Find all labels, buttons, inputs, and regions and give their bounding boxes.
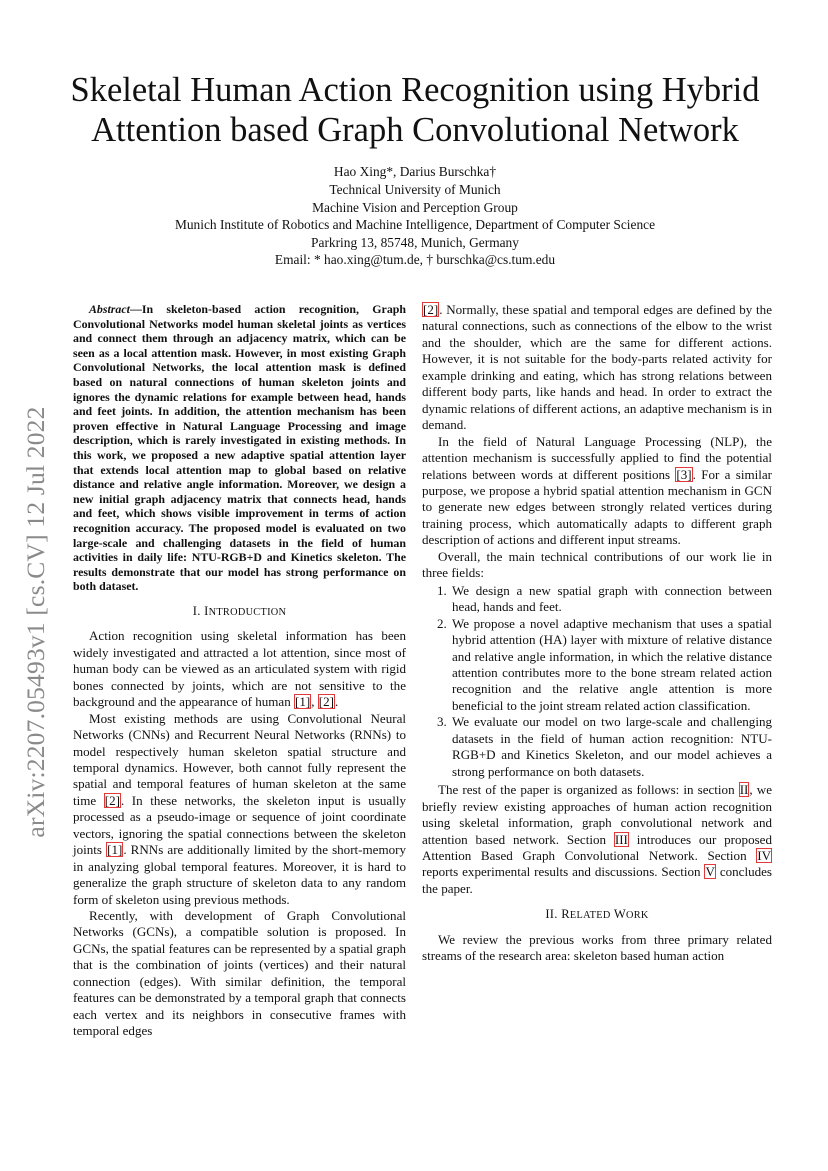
- title-line-2: Attention based Graph Convolutional Network: [91, 111, 739, 149]
- author-names: Hao Xing*, Darius Burschka†: [333, 164, 497, 179]
- author-emails: Email: * hao.xing@tum.de, † burschka@cs.tum.edu: [274, 252, 556, 268]
- citation-link[interactable]: [1]: [294, 694, 311, 710]
- right-column: [422, 302, 772, 965]
- abstract-text: —In skeleton-based action recognition, Graph Convolutional Networks model human skeletal joints as vertices and connect them through an adjacency matrix, which can be seen as a local attention mask. However, in most existing Graph Convolutional Networks, the local attention mask is defined based on natural connections of human skeleton joints and ignores the dynamic relations for example between head, hands and feet joints. In addition, the attention mechanism has been proven effective in Natural Language Processing and image description, which is rarely investigated in existing methods. In this work, we proposed a new adaptive spatial attention layer that extends local attention map to global based on relative distance and relative angle information. Moreover, we design a new initial graph adjacency matrix that connects head, hands and feet, which shows visible improvement in terms of action recognition accuracy. The proposed model is evaluated on two large-scale and challenging datasets in the field of human activities in daily life: NTU-RGB+D and Kinetics skeleton. The results demonstrate that our model has strong performance on both dataset.: [73, 302, 406, 594]
- abstract: [73, 302, 406, 594]
- section-link[interactable]: II: [739, 782, 749, 798]
- affiliation-university: Technical University of Munich: [329, 182, 501, 198]
- intro-paragraph-4: In the field of Natural Language Processing (NLP), the attention mechanism is successfully applied to find the potential relations between words at different positions [3]. For a similar purpose, we propose a hybrid spatial attention mechanism in GCN to generate new edges between strongly related vertices during training process, which automatically adapts to different graph description of actions and different input streams.: [422, 433, 772, 548]
- intro-paragraph-1: Action recognition using skeletal information has been widely investigated and attracted a lot attention, since most of human body can be viewed as an articulated system with rigid bones connected by joints, which are not sensitive to the background and the appearance of human [1], [2].: [73, 628, 406, 710]
- citation-link[interactable]: [2]: [104, 792, 120, 808]
- list-item: 3. We evaluate our model on two large-scale and challenging datasets in the field of human action recognition: NTU-RGB+D and Kinetics Skeleton, and our model achieves a strong performance on both datasets.: [450, 714, 772, 780]
- contributions-list: [422, 583, 772, 780]
- section-link[interactable]: V: [705, 864, 715, 880]
- intro-paragraph-5: Overall, the main technical contributions of our work lie in three fields:: [422, 548, 772, 581]
- list-item: 1. We design a new spatial graph with connection between head, hands and feet.: [450, 583, 772, 616]
- title-line-1: Skeletal Human Action Recognition using Hybrid: [70, 71, 760, 109]
- section-heading-introduction: I. INTRODUCTION: [192, 603, 287, 618]
- citation-link[interactable]: [2]: [318, 694, 334, 710]
- section-heading-related-work: II. RELATED WORK: [545, 907, 649, 922]
- related-work-paragraph-1: We review the previous works from three primary related streams of the research area: skeleton based human action: [422, 931, 772, 964]
- intro-paragraph-6: The rest of the paper is organized as follows: in section II, we briefly review existing approaches of human action recognition using skeletal information, graph convolutional network and attention based network. Section III introduces our proposed Attention Based Graph Convolutional Network. Section IV reports experimental results and discussions. Section V concludes the paper.: [422, 782, 772, 896]
- citation-link[interactable]: [2]: [423, 302, 439, 317]
- section-link[interactable]: III: [614, 831, 628, 847]
- citation-link[interactable]: [1]: [107, 842, 123, 858]
- intro-paragraph-3: Recently, with development of Graph Convolutional Networks (GCNs), a compatible solution is proposed. In GCNs, the spatial features can be represented by a spatial graph that is the combination of joints (vertices) and their natural connection (edges). With similar definition, the temporal features can be demonstrated by a temporal graph that connects each vertex and its neighbors in consecutive frames with temporal edges: [73, 908, 406, 1039]
- left-column: [73, 302, 406, 1040]
- intro-paragraph-2: Most existing methods are using Convolutional Neural Networks (CNNs) and Recurrent Neural Networks (RNNs) to model respectively human skeleton spatial structure and temporal dynamics. However, both cannot fully represent the spatial and temporal features of human skeleton at the same time [2]. In these networks, the skeleton input is usually processed as a pseudo-image or sequence of joint coordinate vectors, ignoring the spatial connections between the skeleton joints [1]. RNNs are additionally limited by the short-memory in analyzing global temporal features. Moreover, it is hard to generalize the graph structure of skeleton data to any random form of skeleton using previous methods.: [73, 710, 406, 907]
- citation-link[interactable]: [3]: [676, 466, 692, 482]
- affiliation-address: Parkring 13, 85748, Munich, Germany: [311, 234, 519, 250]
- list-item: 2. We propose a novel adaptive mechanism that uses a spatial hybrid attention (HA) layer with mixture of relative distance and relative angle information, in which the relative distance attention contributes more to the bone stream related action recognition and the relative angle attention is more beneficial to the joint stream related action classification.: [450, 616, 772, 715]
- arxiv-id-text: arXiv:2207.05493v1 [cs.CV] 12 Jul 2022: [21, 406, 50, 838]
- affiliation-institute: Munich Institute of Robotics and Machine Intelligence, Department of Computer Science: [174, 217, 656, 233]
- author-block: [40, 163, 790, 268]
- paper-title: [40, 70, 790, 150]
- affiliation-group: Machine Vision and Perception Group: [312, 199, 518, 215]
- intro-paragraph-3-continued: [2]. Normally, these spatial and temporal edges are defined by the natural connections, such as connections of the elbow to the wrist and the shoulder, which are the same for different actions. However, it is not suitable for the body-parts related activity for example drinking and eating, which has strong relations between different body parts, like hands and head. In order to extract the dynamic relations of different actions, an adaptive mechanism is in demand.: [422, 302, 772, 433]
- section-link[interactable]: IV: [757, 847, 771, 863]
- abstract-label: Abstract: [89, 302, 130, 316]
